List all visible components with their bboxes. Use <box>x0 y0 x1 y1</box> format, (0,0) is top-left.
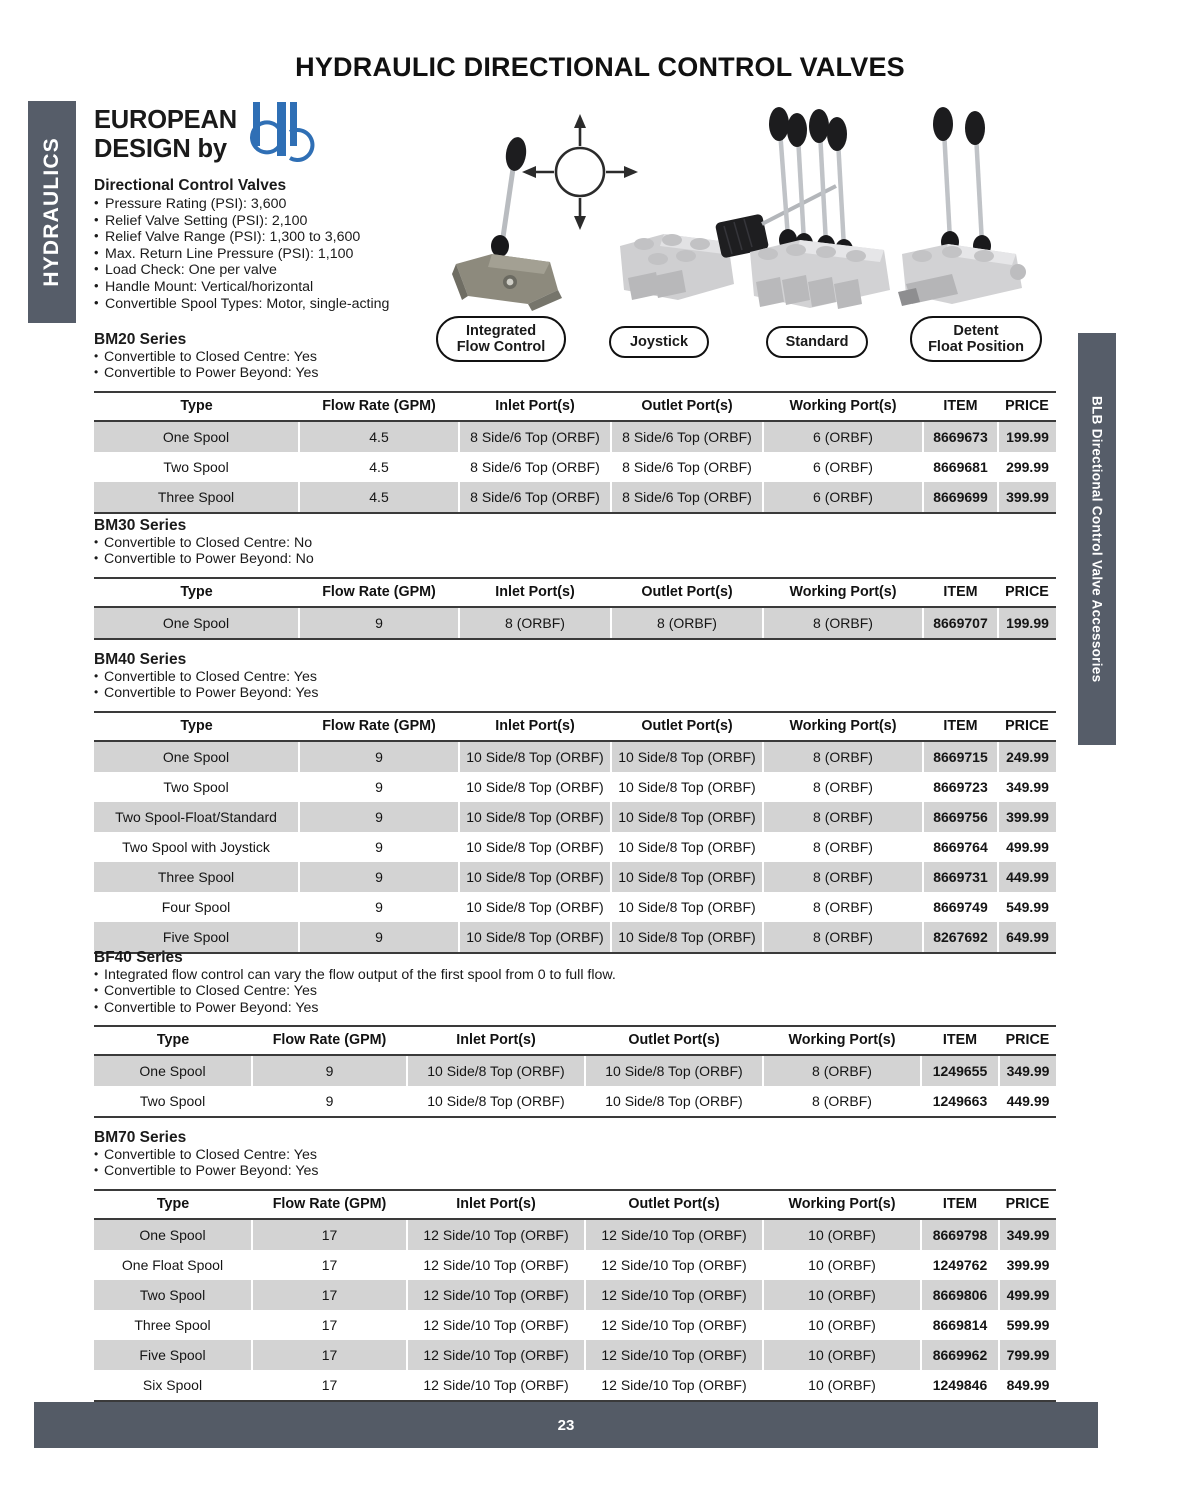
table-row <box>94 1086 1056 1117</box>
cell-item: 8669764 <box>923 832 998 862</box>
col-header-item: ITEM <box>921 1190 999 1219</box>
cell-type: One Spool <box>94 1055 252 1086</box>
col-header-flow-rate: Flow Rate (GPM) <box>252 1026 407 1055</box>
cell-type: Four Spool <box>94 892 299 922</box>
cell-working: 10 (ORBF) <box>763 1250 921 1280</box>
caption-line-2: Float Position <box>928 339 1024 355</box>
cell-flow-rate: 4.5 <box>299 421 459 452</box>
brand-header <box>94 106 424 167</box>
cell-inlet: 12 Side/10 Top (ORBF) <box>407 1280 585 1310</box>
cell-outlet: 8 Side/6 Top (ORBF) <box>611 452 763 482</box>
series-bullet: • Convertible to Closed Centre: Yes <box>94 983 1056 999</box>
col-header-flow-rate: Flow Rate (GPM) <box>252 1190 407 1219</box>
cell-flow-rate: 9 <box>299 832 459 862</box>
cell-type: Two Spool with Joystick <box>94 832 299 862</box>
table-row <box>94 741 1056 772</box>
table-row <box>94 1340 1056 1370</box>
brand-line-1: EUROPEAN <box>94 106 237 134</box>
spec-item: • Relief Valve Setting (PSI): 2,100 <box>94 213 424 230</box>
cell-inlet: 8 Side/6 Top (ORBF) <box>459 482 611 513</box>
cell-outlet: 12 Side/10 Top (ORBF) <box>585 1310 763 1340</box>
col-header-type: Type <box>94 712 299 741</box>
col-header-item: ITEM <box>923 712 998 741</box>
col-header-item: ITEM <box>921 1026 999 1055</box>
cell-item: 1249846 <box>921 1370 999 1401</box>
cell-type: Three Spool <box>94 1310 252 1340</box>
cell-type: Six Spool <box>94 1370 252 1401</box>
cell-type: One Spool <box>94 607 299 639</box>
cell-working: 8 (ORBF) <box>763 862 923 892</box>
cell-type: Two Spool-Float/Standard <box>94 802 299 832</box>
cell-working: 10 (ORBF) <box>763 1310 921 1340</box>
col-header-outlet-ports: Outlet Port(s) <box>611 392 763 421</box>
cell-type: Five Spool <box>94 922 299 953</box>
cell-outlet: 10 Side/8 Top (ORBF) <box>611 892 763 922</box>
cell-type: Two Spool <box>94 1280 252 1310</box>
col-header-working-ports: Working Port(s) <box>763 392 923 421</box>
section-tab-label: HYDRAULICS <box>40 137 63 287</box>
page-footer <box>34 1402 1098 1448</box>
col-header-price: PRICE <box>998 712 1056 741</box>
cell-outlet: 10 Side/8 Top (ORBF) <box>585 1086 763 1117</box>
col-header-inlet-ports: Inlet Port(s) <box>459 392 611 421</box>
cell-inlet: 10 Side/8 Top (ORBF) <box>459 741 611 772</box>
cell-working: 10 (ORBF) <box>763 1280 921 1310</box>
cell-inlet: 10 Side/8 Top (ORBF) <box>459 892 611 922</box>
cell-item: 8669814 <box>921 1310 999 1340</box>
cell-flow-rate: 17 <box>252 1219 407 1250</box>
cell-price: 849.99 <box>999 1370 1056 1401</box>
table-row <box>94 1280 1056 1310</box>
cell-working: 8 (ORBF) <box>763 607 923 639</box>
series-bullet: • Integrated flow control can vary the flow output of the first spool from 0 to full flow. <box>94 967 1056 983</box>
cell-price: 499.99 <box>998 832 1056 862</box>
cell-type: One Spool <box>94 741 299 772</box>
cell-item: 8267692 <box>923 922 998 953</box>
cell-inlet: 10 Side/8 Top (ORBF) <box>407 1055 585 1086</box>
cell-working: 10 (ORBF) <box>763 1219 921 1250</box>
cell-price: 199.99 <box>998 421 1056 452</box>
cell-flow-rate: 4.5 <box>299 482 459 513</box>
col-header-working-ports: Working Port(s) <box>763 1190 921 1219</box>
table-row <box>94 607 1056 639</box>
series-block-bm20 <box>94 331 1056 514</box>
series-bullet: • Convertible to Power Beyond: Yes <box>94 1163 1056 1179</box>
cell-working: 6 (ORBF) <box>763 482 923 513</box>
cell-price: 449.99 <box>999 1086 1056 1117</box>
col-header-type: Type <box>94 1190 252 1219</box>
cell-price: 599.99 <box>999 1310 1056 1340</box>
series-bullet: • Convertible to Closed Centre: Yes <box>94 349 1056 365</box>
cell-item: 8669806 <box>921 1280 999 1310</box>
brand-wordmark <box>94 106 237 163</box>
series-bullets <box>94 669 1056 702</box>
accessories-tab-label: BLB Directional Control Valve Accessories <box>1089 395 1105 683</box>
caption-line-1: Detent <box>953 322 999 339</box>
cell-type: One Float Spool <box>94 1250 252 1280</box>
table-row <box>94 1219 1056 1250</box>
blb-logo-icon <box>249 102 321 167</box>
series-bullet: • Convertible to Power Beyond: Yes <box>94 1000 1056 1016</box>
spec-item: • Max. Return Line Pressure (PSI): 1,100 <box>94 246 424 263</box>
cell-price: 799.99 <box>999 1340 1056 1370</box>
cell-outlet: 10 Side/8 Top (ORBF) <box>585 1055 763 1086</box>
table-header-row <box>94 712 1056 741</box>
cell-type: One Spool <box>94 421 299 452</box>
col-header-flow-rate: Flow Rate (GPM) <box>299 578 459 607</box>
cell-flow-rate: 17 <box>252 1370 407 1401</box>
brand-line-2: DESIGN by <box>94 134 227 163</box>
col-header-type: Type <box>94 578 299 607</box>
table-header-row <box>94 1026 1056 1055</box>
cell-inlet: 12 Side/10 Top (ORBF) <box>407 1310 585 1340</box>
spec-item: • Load Check: One per valve <box>94 262 424 279</box>
cell-item: 1249655 <box>921 1055 999 1086</box>
cell-type: Three Spool <box>94 482 299 513</box>
cell-flow-rate: 9 <box>299 802 459 832</box>
cell-price: 399.99 <box>998 802 1056 832</box>
col-header-outlet-ports: Outlet Port(s) <box>611 712 763 741</box>
col-header-inlet-ports: Inlet Port(s) <box>459 712 611 741</box>
cell-type: Two Spool <box>94 1086 252 1117</box>
table-row <box>94 452 1056 482</box>
series-bullets <box>94 967 1056 1016</box>
cell-price: 349.99 <box>999 1219 1056 1250</box>
table-row <box>94 892 1056 922</box>
series-title: BF40 Series <box>94 949 183 966</box>
cell-flow-rate: 9 <box>299 862 459 892</box>
cell-flow-rate: 17 <box>252 1280 407 1310</box>
cell-outlet: 8 Side/6 Top (ORBF) <box>611 482 763 513</box>
series-title: BM40 Series <box>94 651 187 668</box>
cell-inlet: 10 Side/8 Top (ORBF) <box>459 862 611 892</box>
cell-item: 8669756 <box>923 802 998 832</box>
col-header-outlet-ports: Outlet Port(s) <box>611 578 763 607</box>
series-block-bf40 <box>94 949 1056 1118</box>
cell-item: 8669749 <box>923 892 998 922</box>
valve-photo-integrated-flow-control <box>452 136 562 311</box>
cell-item: 8669699 <box>923 482 998 513</box>
cell-item: 8669715 <box>923 741 998 772</box>
cell-working: 8 (ORBF) <box>763 802 923 832</box>
cell-type: Five Spool <box>94 1340 252 1370</box>
table-row <box>94 1055 1056 1086</box>
col-header-flow-rate: Flow Rate (GPM) <box>299 712 459 741</box>
cell-inlet: 12 Side/10 Top (ORBF) <box>407 1340 585 1370</box>
valve-photo-standard <box>750 107 890 309</box>
series-bullet: • Convertible to Power Beyond: Yes <box>94 365 1056 381</box>
cell-outlet: 10 Side/8 Top (ORBF) <box>611 802 763 832</box>
cell-working: 6 (ORBF) <box>763 452 923 482</box>
cell-working: 6 (ORBF) <box>763 421 923 452</box>
cell-inlet: 12 Side/10 Top (ORBF) <box>407 1370 585 1401</box>
cell-flow-rate: 17 <box>252 1310 407 1340</box>
cell-outlet: 8 (ORBF) <box>611 607 763 639</box>
cell-flow-rate: 9 <box>252 1055 407 1086</box>
series-title: BM30 Series <box>94 517 187 534</box>
table-row <box>94 1250 1056 1280</box>
cell-price: 649.99 <box>998 922 1056 953</box>
cell-outlet: 8 Side/6 Top (ORBF) <box>611 421 763 452</box>
table-row <box>94 482 1056 513</box>
cell-item: 8669731 <box>923 862 998 892</box>
cell-inlet: 10 Side/8 Top (ORBF) <box>407 1086 585 1117</box>
series-bullets <box>94 535 1056 568</box>
spec-item: • Handle Mount: Vertical/horizontal <box>94 279 424 296</box>
cell-outlet: 12 Side/10 Top (ORBF) <box>585 1370 763 1401</box>
accessories-tab <box>1078 333 1116 745</box>
col-header-inlet-ports: Inlet Port(s) <box>407 1190 585 1219</box>
cell-item: 1249762 <box>921 1250 999 1280</box>
cell-flow-rate: 17 <box>252 1340 407 1370</box>
cell-flow-rate: 9 <box>299 741 459 772</box>
col-header-inlet-ports: Inlet Port(s) <box>407 1026 585 1055</box>
cell-type: Three Spool <box>94 862 299 892</box>
col-header-price: PRICE <box>998 578 1056 607</box>
cell-outlet: 12 Side/10 Top (ORBF) <box>585 1250 763 1280</box>
cell-outlet: 12 Side/10 Top (ORBF) <box>585 1340 763 1370</box>
cell-working: 8 (ORBF) <box>763 741 923 772</box>
table-row <box>94 1370 1056 1401</box>
cell-flow-rate: 4.5 <box>299 452 459 482</box>
col-header-working-ports: Working Port(s) <box>763 712 923 741</box>
cell-price: 199.99 <box>998 607 1056 639</box>
series-table-bm40 <box>94 711 1056 954</box>
col-header-item: ITEM <box>923 392 998 421</box>
col-header-price: PRICE <box>999 1026 1056 1055</box>
cell-item: 8669707 <box>923 607 998 639</box>
cell-flow-rate: 17 <box>252 1250 407 1280</box>
cell-outlet: 10 Side/8 Top (ORBF) <box>611 832 763 862</box>
series-title: BM20 Series <box>94 331 187 348</box>
spec-item: • Convertible Spool Types: Motor, single-acting <box>94 296 424 313</box>
valve-photo-detent-float <box>898 107 1026 306</box>
table-row <box>94 1310 1056 1340</box>
cell-working: 8 (ORBF) <box>763 922 923 953</box>
series-bullet: • Convertible to Power Beyond: No <box>94 551 1056 567</box>
cell-type: One Spool <box>94 1219 252 1250</box>
table-row <box>94 832 1056 862</box>
col-header-working-ports: Working Port(s) <box>763 578 923 607</box>
col-header-inlet-ports: Inlet Port(s) <box>459 578 611 607</box>
series-table-bm30 <box>94 577 1056 640</box>
cell-price: 549.99 <box>998 892 1056 922</box>
series-block-bm70 <box>94 1129 1056 1402</box>
series-title: BM70 Series <box>94 1129 187 1146</box>
spec-list <box>94 196 424 312</box>
cell-item: 8669798 <box>921 1219 999 1250</box>
table-header-row <box>94 1190 1056 1219</box>
product-photo-group <box>432 104 1072 320</box>
cell-item: 8669723 <box>923 772 998 802</box>
series-block-bm30 <box>94 517 1056 640</box>
cell-flow-rate: 9 <box>299 607 459 639</box>
series-bullet: • Convertible to Power Beyond: Yes <box>94 685 1056 701</box>
cell-item: 1249663 <box>921 1086 999 1117</box>
col-header-flow-rate: Flow Rate (GPM) <box>299 392 459 421</box>
four-way-arrow-icon <box>522 114 638 230</box>
col-header-outlet-ports: Outlet Port(s) <box>585 1026 763 1055</box>
cell-working: 8 (ORBF) <box>763 1086 921 1117</box>
cell-price: 349.99 <box>998 772 1056 802</box>
cell-price: 449.99 <box>998 862 1056 892</box>
cell-inlet: 8 Side/6 Top (ORBF) <box>459 452 611 482</box>
cell-price: 399.99 <box>998 482 1056 513</box>
col-header-outlet-ports: Outlet Port(s) <box>585 1190 763 1219</box>
cell-price: 499.99 <box>999 1280 1056 1310</box>
series-bullet: • Convertible to Closed Centre: No <box>94 535 1056 551</box>
cell-item: 8669673 <box>923 421 998 452</box>
col-header-working-ports: Working Port(s) <box>763 1026 921 1055</box>
cell-item: 8669681 <box>923 452 998 482</box>
spec-heading: Directional Control Valves <box>94 177 287 194</box>
series-table-bm70 <box>94 1189 1056 1402</box>
series-bullet: • Convertible to Closed Centre: Yes <box>94 1147 1056 1163</box>
col-header-type: Type <box>94 392 299 421</box>
cell-outlet: 10 Side/8 Top (ORBF) <box>611 922 763 953</box>
col-header-type: Type <box>94 1026 252 1055</box>
series-table-bm20 <box>94 391 1056 514</box>
page-number: 23 <box>557 1416 575 1434</box>
cell-flow-rate: 9 <box>299 772 459 802</box>
table-row <box>94 772 1056 802</box>
caption-line-2: Flow Control <box>456 339 546 355</box>
cell-outlet: 10 Side/8 Top (ORBF) <box>611 772 763 802</box>
cell-inlet: 10 Side/8 Top (ORBF) <box>459 772 611 802</box>
table-row <box>94 802 1056 832</box>
cell-flow-rate: 9 <box>252 1086 407 1117</box>
cell-flow-rate: 9 <box>299 922 459 953</box>
cell-inlet: 10 Side/8 Top (ORBF) <box>459 922 611 953</box>
cell-inlet: 12 Side/10 Top (ORBF) <box>407 1250 585 1280</box>
cell-inlet: 8 Side/6 Top (ORBF) <box>459 421 611 452</box>
caption-line-1: Joystick <box>629 333 689 350</box>
cell-outlet: 12 Side/10 Top (ORBF) <box>585 1219 763 1250</box>
section-tab-hydraulics <box>28 101 76 323</box>
cell-price: 249.99 <box>998 741 1056 772</box>
table-row <box>94 862 1056 892</box>
cell-price: 399.99 <box>999 1250 1056 1280</box>
cell-outlet: 12 Side/10 Top (ORBF) <box>585 1280 763 1310</box>
table-row <box>94 421 1056 452</box>
cell-working: 8 (ORBF) <box>763 1055 921 1086</box>
col-header-item: ITEM <box>923 578 998 607</box>
cell-inlet: 12 Side/10 Top (ORBF) <box>407 1219 585 1250</box>
cell-working: 10 (ORBF) <box>763 1340 921 1370</box>
cell-type: Two Spool <box>94 772 299 802</box>
caption-line-1: Standard <box>785 333 849 350</box>
cell-inlet: 10 Side/8 Top (ORBF) <box>459 802 611 832</box>
cell-working: 8 (ORBF) <box>763 832 923 862</box>
cell-working: 10 (ORBF) <box>763 1370 921 1401</box>
cell-price: 349.99 <box>999 1055 1056 1086</box>
table-header-row <box>94 578 1056 607</box>
cell-flow-rate: 9 <box>299 892 459 922</box>
col-header-price: PRICE <box>999 1190 1056 1219</box>
cell-type: Two Spool <box>94 452 299 482</box>
spec-item: • Relief Valve Range (PSI): 1,300 to 3,600 <box>94 229 424 246</box>
series-bullets <box>94 349 1056 382</box>
cell-working: 8 (ORBF) <box>763 772 923 802</box>
cell-price: 299.99 <box>998 452 1056 482</box>
cell-outlet: 10 Side/8 Top (ORBF) <box>611 741 763 772</box>
series-bullets <box>94 1147 1056 1180</box>
page-title: HYDRAULIC DIRECTIONAL CONTROL VALVES <box>295 52 905 82</box>
series-bullet: • Convertible to Closed Centre: Yes <box>94 669 1056 685</box>
brand-spec-block <box>94 106 424 312</box>
series-block-bm40 <box>94 651 1056 954</box>
table-header-row <box>94 392 1056 421</box>
cell-item: 8669962 <box>921 1340 999 1370</box>
caption-line-1: Integrated <box>465 322 537 339</box>
col-header-price: PRICE <box>998 392 1056 421</box>
cell-inlet: 8 (ORBF) <box>459 607 611 639</box>
cell-inlet: 10 Side/8 Top (ORBF) <box>459 832 611 862</box>
series-table-bf40 <box>94 1025 1056 1118</box>
cell-working: 8 (ORBF) <box>763 892 923 922</box>
spec-item: • Pressure Rating (PSI): 3,600 <box>94 196 424 213</box>
cell-outlet: 10 Side/8 Top (ORBF) <box>611 862 763 892</box>
